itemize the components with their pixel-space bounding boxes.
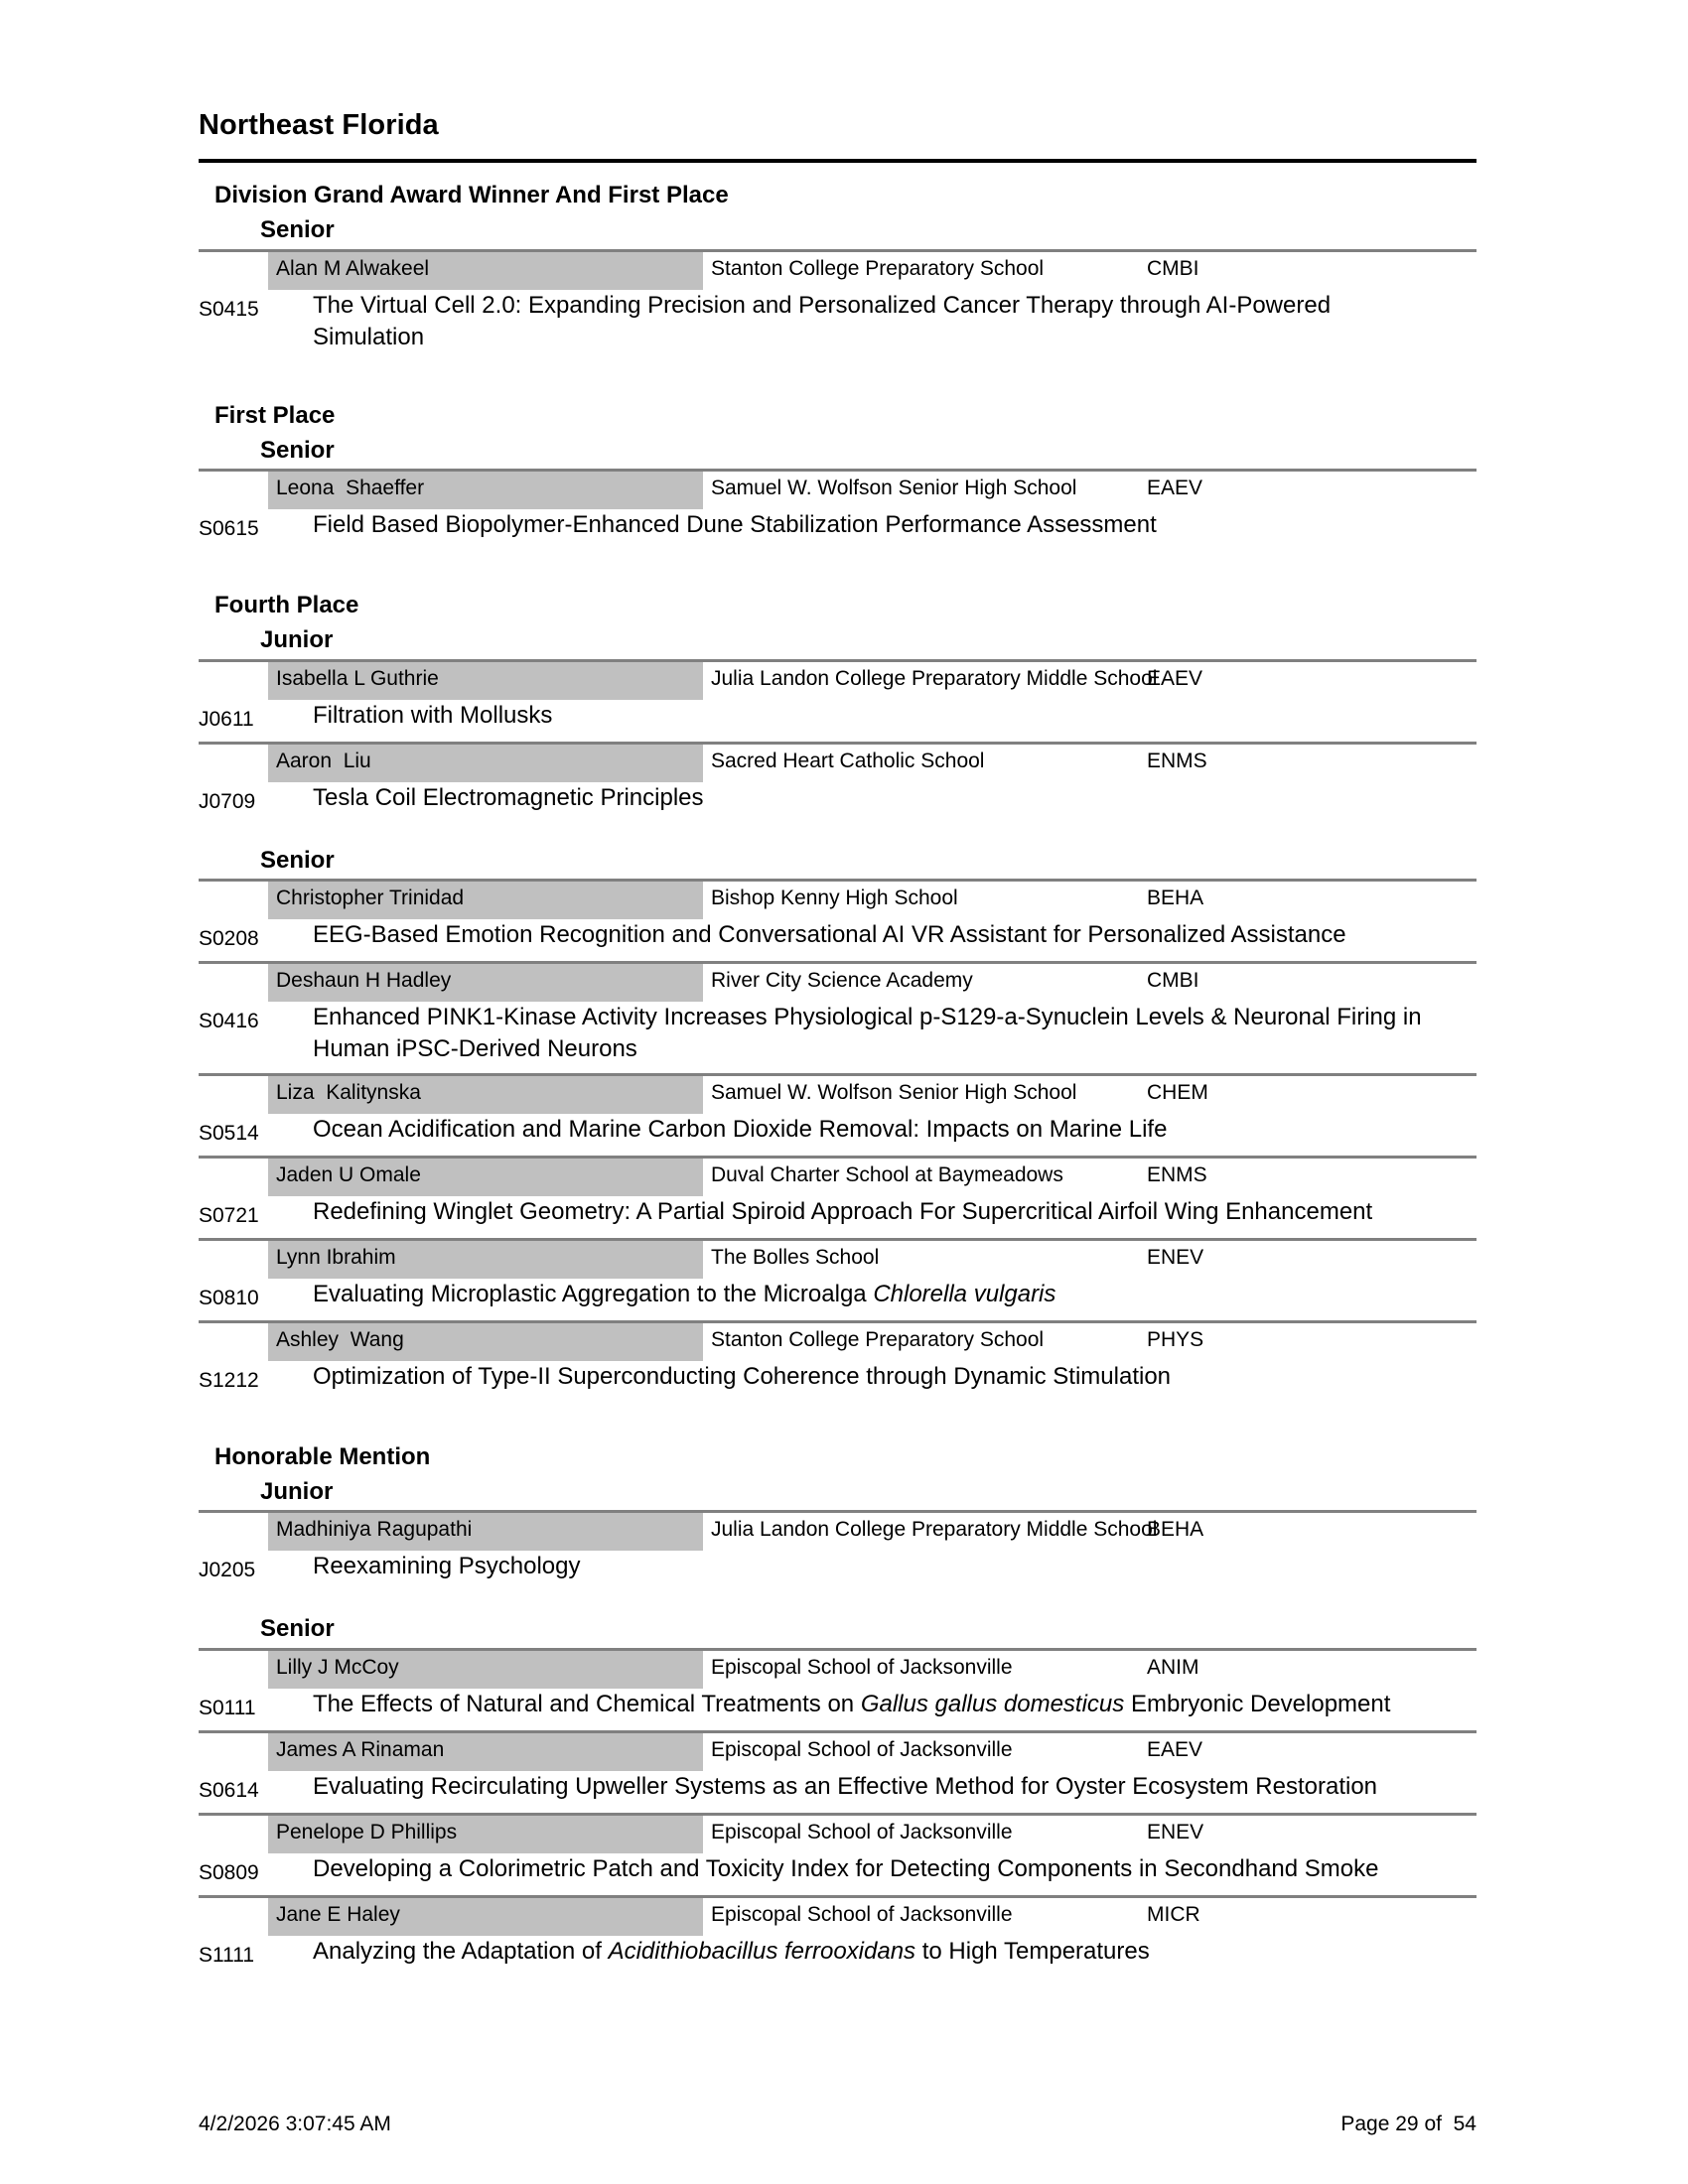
project-title: Analyzing the Adaptation of Acidithiobacillus ferrooxidans to High Temperatures — [313, 1937, 1150, 1965]
table-row — [199, 1895, 1477, 1978]
entry-header — [199, 882, 1477, 919]
entry-header — [199, 252, 1477, 290]
table-row — [199, 1813, 1477, 1895]
category-code: ENMS — [1147, 749, 1207, 772]
category-code: ENMS — [1147, 1162, 1207, 1186]
entry-body — [199, 700, 1477, 742]
entry-body — [199, 1689, 1477, 1730]
participant-name: Alan M Alwakeel — [276, 256, 430, 280]
footer-page-number: Page 29 of 54 — [1340, 2113, 1477, 2135]
participant-name-cell — [268, 662, 703, 700]
school-name: Episcopal School of Jacksonville — [711, 1820, 1013, 1843]
participant-name: Jane E Haley — [276, 1902, 400, 1926]
section-spacer — [0, 551, 1688, 581]
project-code: S0514 — [199, 1121, 259, 1145]
participant-name: Lynn Ibrahim — [276, 1245, 396, 1269]
participant-name: Lilly J McCoy — [276, 1655, 399, 1679]
school-name: The Bolles School — [711, 1245, 880, 1269]
entry-header — [199, 662, 1477, 700]
project-code: S0111 — [199, 1696, 256, 1719]
participant-name-cell — [268, 1159, 703, 1196]
entry-body — [199, 1002, 1477, 1073]
school-name: Sacred Heart Catholic School — [711, 749, 985, 772]
project-title: The Virtual Cell 2.0: Expanding Precision and Personalized Cancer Therapy through AI-Powered Simulation — [313, 291, 1332, 350]
participant-name-cell — [268, 1651, 703, 1689]
entry-header — [199, 1513, 1477, 1551]
school-name: Episcopal School of Jacksonville — [711, 1902, 1013, 1926]
project-code: S1111 — [199, 1943, 255, 1967]
table-row — [199, 1073, 1477, 1156]
award-heading: First Place — [214, 401, 336, 429]
entry-header — [199, 964, 1477, 1002]
title-divider — [199, 159, 1477, 163]
participant-name-cell — [268, 964, 703, 1002]
participant-name: Leona Shaeffer — [276, 477, 425, 500]
project-code: S0208 — [199, 926, 259, 950]
level-spacer — [0, 1592, 1688, 1610]
level-heading: Senior — [260, 1615, 335, 1643]
entry-body — [199, 1279, 1477, 1320]
participant-name: Penelope D Phillips — [276, 1820, 458, 1843]
participant-name: Aaron Liu — [276, 749, 371, 772]
participant-name-cell — [268, 745, 703, 782]
category-code: CHEM — [1147, 1080, 1208, 1104]
participant-name: Ashley Wang — [276, 1327, 404, 1351]
table-row — [199, 1730, 1477, 1813]
project-code: S0721 — [199, 1203, 259, 1227]
page-title: Northeast Florida — [199, 109, 439, 141]
entry-body — [199, 1551, 1477, 1592]
participant-name-cell — [268, 1513, 703, 1551]
entry-header — [199, 1651, 1477, 1689]
entry-header — [199, 1816, 1477, 1853]
participant-name: Liza Kalitynska — [276, 1080, 421, 1104]
category-code: CMBI — [1147, 968, 1199, 992]
project-code: J0611 — [199, 707, 254, 731]
project-title: Redefining Winglet Geometry: A Partial Spiroid Approach For Supercritical Airfoil Wing Enhancement — [313, 1197, 1373, 1225]
project-title: Field Based Biopolymer-Enhanced Dune Stabilization Performance Assessment — [313, 511, 1157, 539]
entry-header — [199, 1076, 1477, 1114]
school-name: Stanton College Preparatory School — [711, 256, 1045, 280]
entry-header — [199, 1241, 1477, 1279]
table-row — [199, 1320, 1477, 1403]
entry-body — [199, 782, 1477, 824]
school-name: Samuel W. Wolfson Senior High School — [711, 477, 1077, 500]
level-heading: Junior — [260, 1478, 334, 1506]
table-row — [199, 1238, 1477, 1320]
table-row — [199, 1156, 1477, 1238]
project-title: Evaluating Recirculating Upweller Systems as an Effective Method for Oyster Ecosystem Restoration — [313, 1772, 1378, 1800]
level-heading: Senior — [260, 846, 335, 874]
entry-body — [199, 290, 1477, 361]
entry-body — [199, 1114, 1477, 1156]
award-heading: Fourth Place — [214, 592, 359, 619]
project-title: EEG-Based Emotion Recognition and Conversational AI VR Assistant for Personalized Assistance — [313, 920, 1346, 948]
category-code: BEHA — [1147, 1518, 1204, 1542]
category-code: EAEV — [1147, 666, 1203, 690]
school-name: Julia Landon College Preparatory Middle School — [711, 666, 1158, 690]
project-code: S1212 — [199, 1368, 259, 1392]
table-row — [199, 659, 1477, 742]
project-title: Evaluating Microplastic Aggregation to the Microalga Chlorella vulgaris — [313, 1280, 1056, 1307]
project-code: S0810 — [199, 1286, 259, 1309]
award-heading: Division Grand Award Winner And First Place — [214, 182, 729, 208]
category-code: ANIM — [1147, 1655, 1199, 1679]
project-title: Optimization of Type-II Superconducting Coherence through Dynamic Stimulation — [313, 1362, 1172, 1390]
entry-body — [199, 1771, 1477, 1813]
project-code: S0615 — [199, 517, 259, 541]
participant-name: James A Rinaman — [276, 1737, 445, 1761]
award-heading: Honorable Mention — [214, 1442, 431, 1470]
category-code: EAEV — [1147, 477, 1203, 500]
project-code: S0809 — [199, 1860, 259, 1884]
participant-name-cell — [268, 1898, 703, 1936]
footer-timestamp: 4/2/2026 3:07:45 AM — [199, 2113, 391, 2135]
section-spacer — [0, 1403, 1688, 1433]
project-code: S0415 — [199, 297, 259, 321]
participant-name-cell — [268, 472, 703, 509]
table-row — [199, 249, 1477, 361]
level-heading: Senior — [260, 216, 335, 244]
category-code: EAEV — [1147, 1737, 1203, 1761]
category-code: PHYS — [1147, 1327, 1204, 1351]
project-code: S0614 — [199, 1778, 259, 1802]
entry-body — [199, 919, 1477, 961]
section-spacer — [0, 361, 1688, 391]
project-code: J0709 — [199, 789, 256, 813]
participant-name: Madhiniya Ragupathi — [276, 1518, 473, 1542]
project-code: S0416 — [199, 1009, 259, 1032]
participant-name-cell — [268, 1816, 703, 1853]
table-row — [199, 961, 1477, 1073]
participant-name: Isabella L Guthrie — [276, 666, 439, 690]
project-title: Filtration with Mollusks — [313, 701, 553, 729]
entry-header — [199, 1733, 1477, 1771]
table-row — [199, 1510, 1477, 1592]
school-name: River City Science Academy — [711, 968, 973, 992]
entry-body — [199, 1196, 1477, 1238]
project-title: Developing a Colorimetric Patch and Toxicity Index for Detecting Components in Secondhand Smoke — [313, 1854, 1379, 1882]
entry-body — [199, 1936, 1477, 1978]
category-code: ENEV — [1147, 1245, 1204, 1269]
entry-header — [199, 1159, 1477, 1196]
table-row — [199, 1648, 1477, 1730]
participant-name-cell — [268, 882, 703, 919]
project-title: Enhanced PINK1-Kinase Activity Increases Physiological p-S129-a-Synuclein Levels & Neuronal Firing in Human iPSC-Derived Neurons — [313, 1003, 1422, 1062]
entry-body — [199, 1853, 1477, 1895]
entry-body — [199, 509, 1477, 551]
participant-name: Deshaun H Hadley — [276, 968, 452, 992]
participant-name-cell — [268, 252, 703, 290]
table-row — [199, 879, 1477, 961]
entry-header — [199, 745, 1477, 782]
participant-name-cell — [268, 1076, 703, 1114]
level-spacer — [0, 824, 1688, 842]
project-title: The Effects of Natural and Chemical Treatments on Gallus gallus domesticus Embryonic Development — [313, 1690, 1391, 1717]
entry-header — [199, 1898, 1477, 1936]
category-code: BEHA — [1147, 886, 1204, 909]
project-title: Ocean Acidification and Marine Carbon Dioxide Removal: Impacts on Marine Life — [313, 1115, 1168, 1143]
school-name: Duval Charter School at Baymeadows — [711, 1162, 1063, 1186]
school-name: Stanton College Preparatory School — [711, 1327, 1045, 1351]
school-name: Episcopal School of Jacksonville — [711, 1655, 1013, 1679]
table-row — [199, 742, 1477, 824]
school-name: Julia Landon College Preparatory Middle School — [711, 1518, 1158, 1542]
participant-name: Christopher Trinidad — [276, 886, 465, 909]
participant-name-cell — [268, 1241, 703, 1279]
school-name: Bishop Kenny High School — [711, 886, 958, 909]
category-code: ENEV — [1147, 1820, 1204, 1843]
category-code: CMBI — [1147, 256, 1199, 280]
school-name: Episcopal School of Jacksonville — [711, 1737, 1013, 1761]
participant-name-cell — [268, 1323, 703, 1361]
participant-name-cell — [268, 1733, 703, 1771]
project-code: J0205 — [199, 1559, 256, 1582]
entry-header — [199, 1323, 1477, 1361]
level-heading: Junior — [260, 626, 334, 654]
project-title: Tesla Coil Electromagnetic Principles — [313, 783, 704, 811]
entry-header — [199, 472, 1477, 509]
category-code: MICR — [1147, 1902, 1200, 1926]
awards-list — [0, 171, 1688, 1978]
participant-name: Jaden U Omale — [276, 1162, 421, 1186]
table-row — [199, 469, 1477, 551]
school-name: Samuel W. Wolfson Senior High School — [711, 1080, 1077, 1104]
entry-body — [199, 1361, 1477, 1403]
level-heading: Senior — [260, 436, 335, 464]
project-title: Reexamining Psychology — [313, 1553, 581, 1580]
